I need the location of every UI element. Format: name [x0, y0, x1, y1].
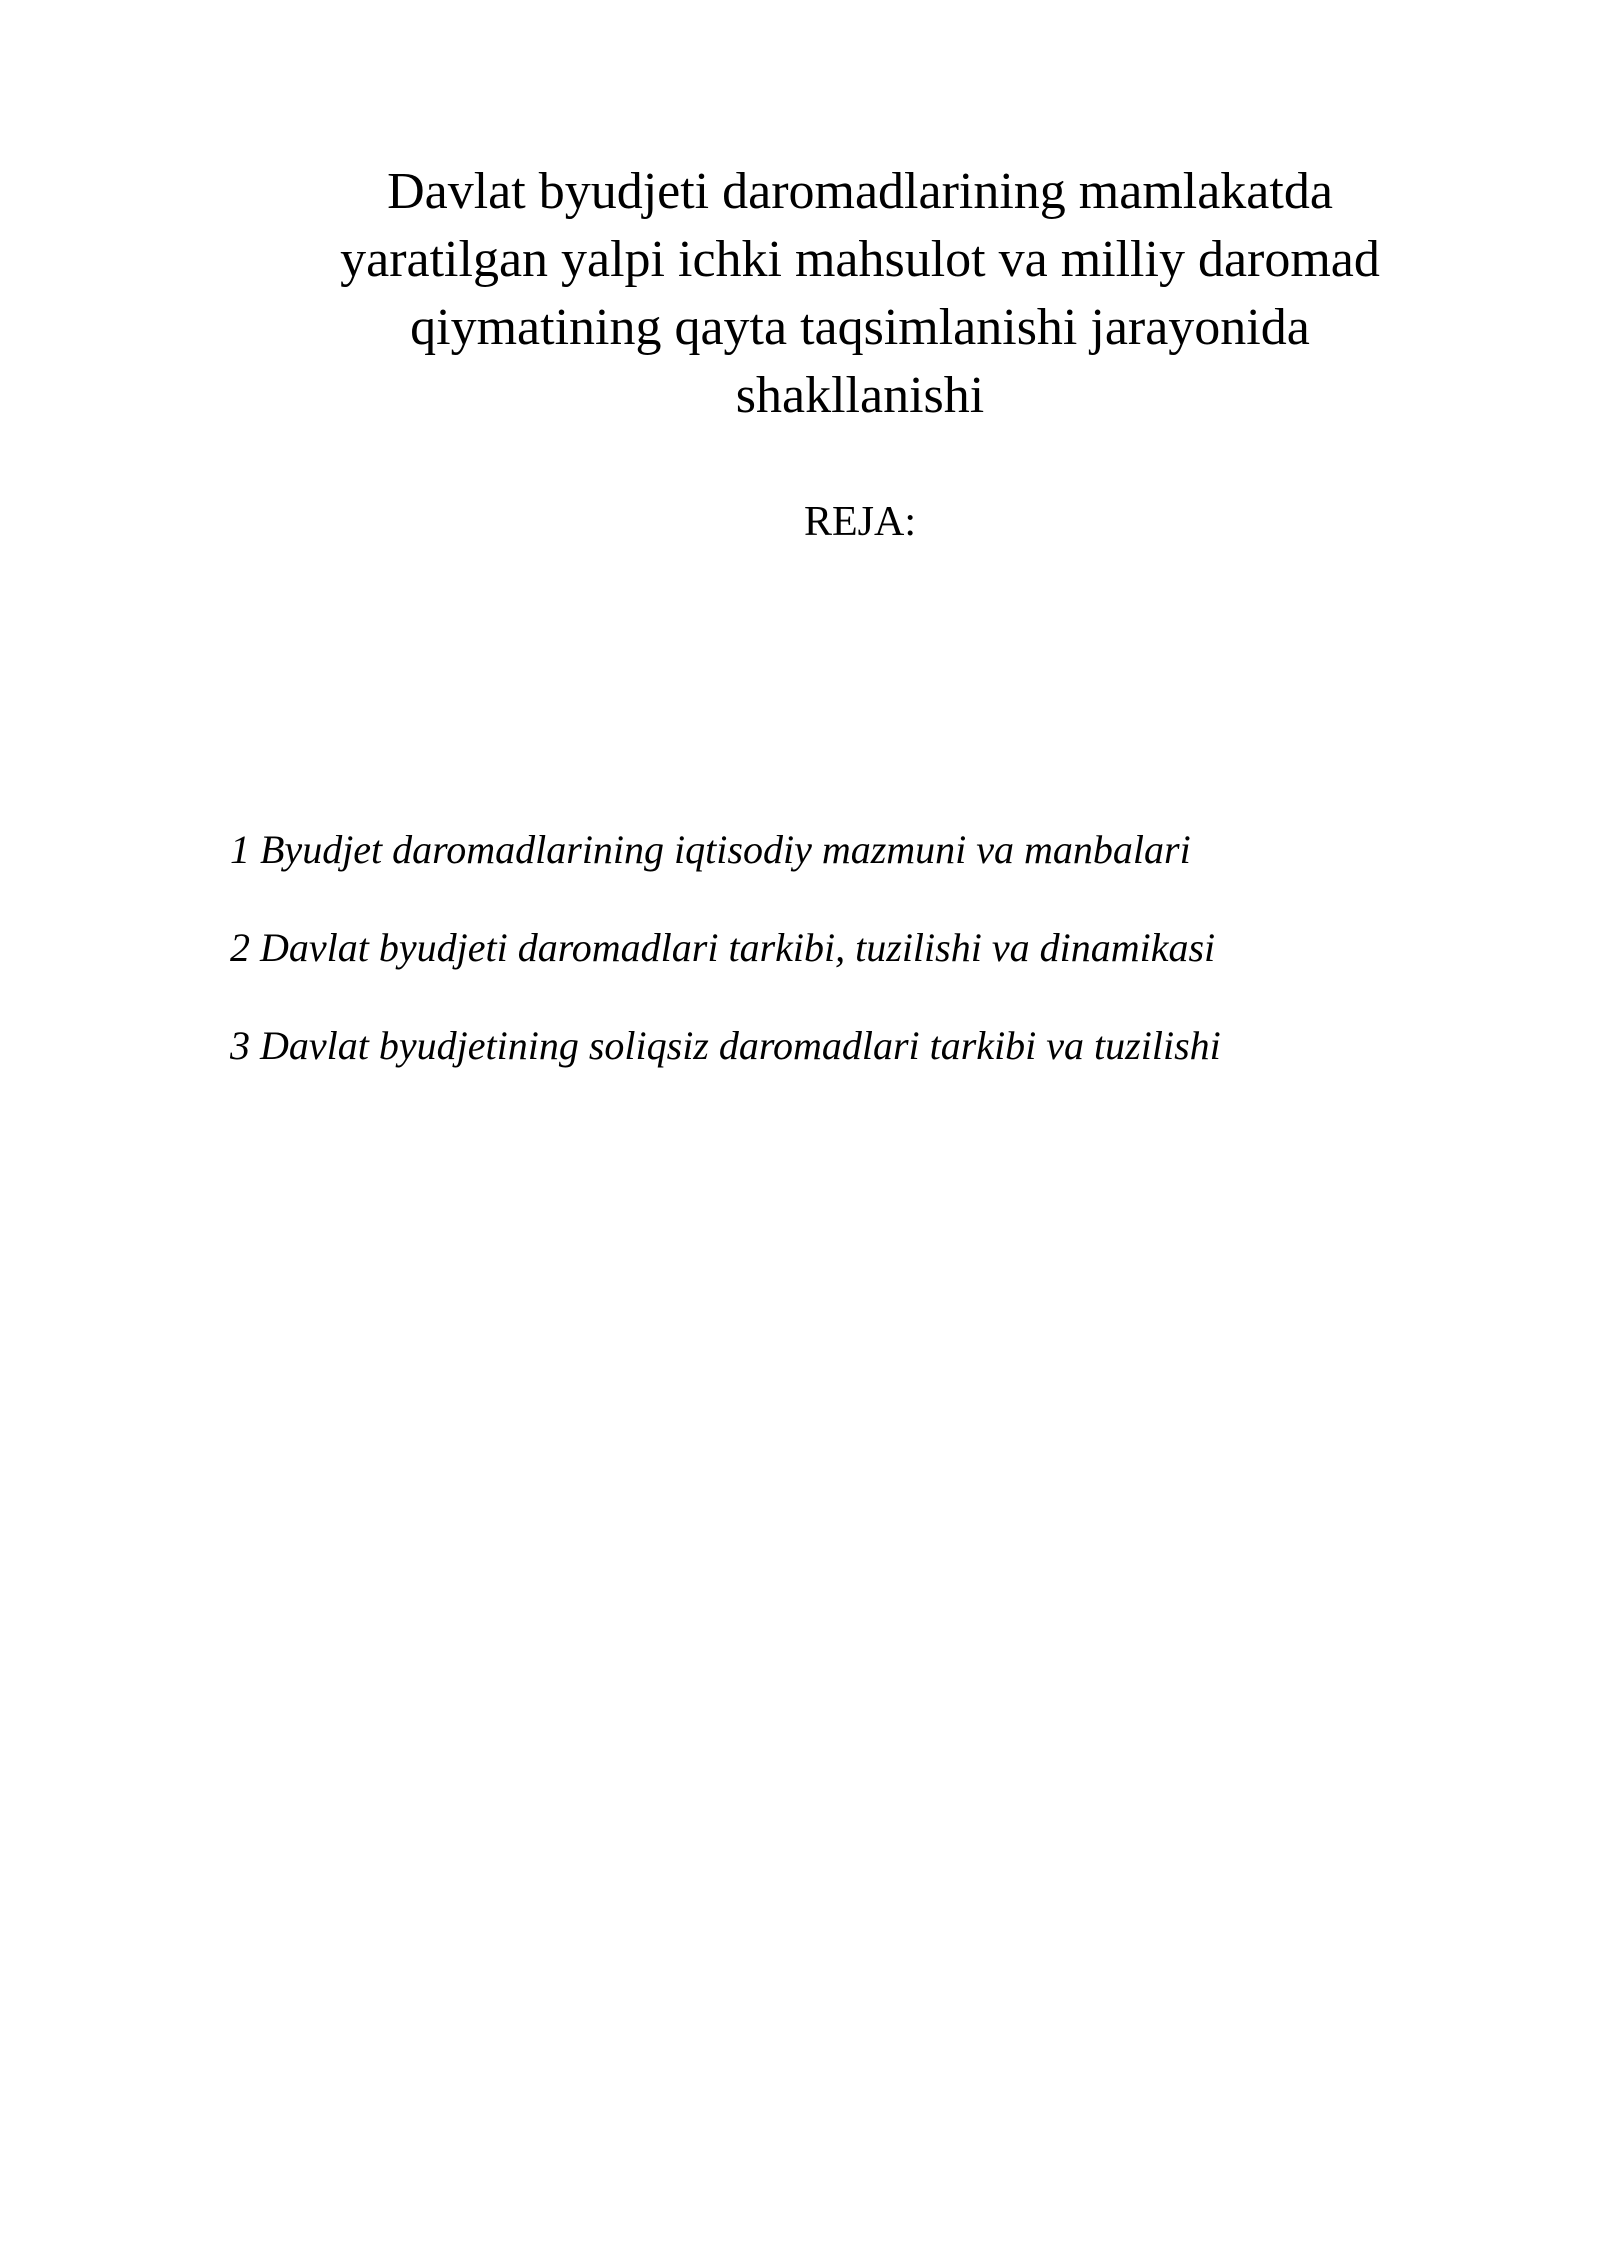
plan-heading: REJA:	[803, 499, 916, 545]
plan-item: 2 Davlat byudjeti daromadlari tarkibi, tuzilishi va dinamikasi	[230, 925, 1216, 970]
title-line: yaratilgan yalpi ichki mahsulot va milliy daromad	[340, 231, 1380, 288]
plan-item: 1 Byudjet daromadlarining iqtisodiy mazmuni va manbalari	[230, 827, 1191, 872]
document-title	[200, 158, 1520, 430]
plan-list	[230, 824, 1221, 1118]
title-line: Davlat byudjeti daromadlarining mamlakatda	[387, 163, 1333, 220]
title-line: qiymatining qayta taqsimlanishi jarayonida	[410, 299, 1310, 356]
plan-item: 3 Davlat byudjetining soliqsiz daromadlari tarkibi va tuzilishi	[230, 1023, 1221, 1068]
title-line: shakllanishi	[735, 367, 985, 424]
